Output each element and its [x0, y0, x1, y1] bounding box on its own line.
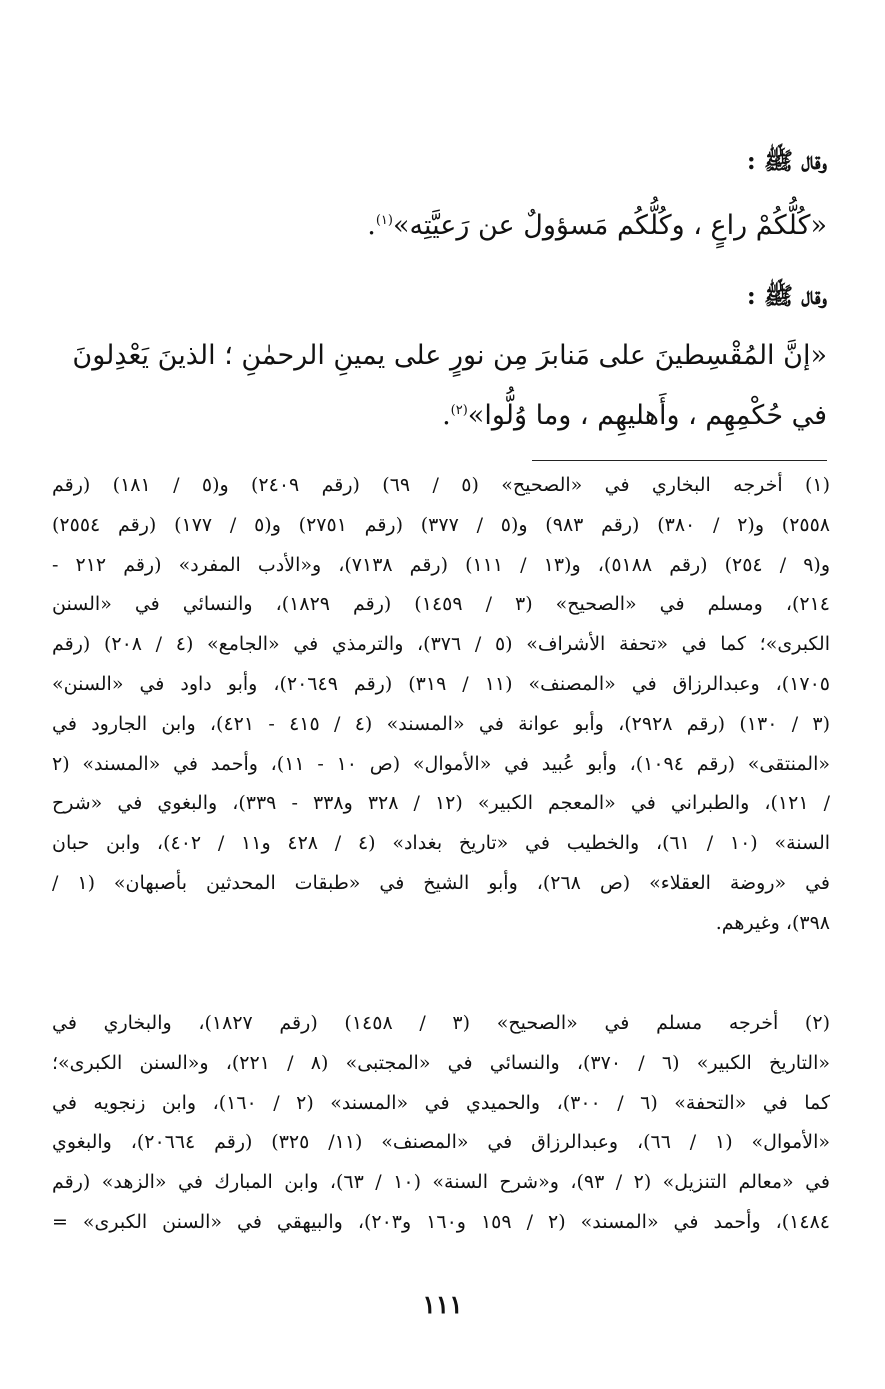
footnote-line: الكبرى»؛ كما في «تحفة الأشراف» (٥ / ٣٧٦)، والترمذي في «الجامع» (٤ / ٢٠٨) (رقم: [52, 633, 830, 656]
footnote-line: / ١٢١)، والطبراني في «المعجم الكبير» (١٢ / ٣٢٨ و٣٣٨ - ٣٣٩)، والبغوي في «شرح: [52, 792, 830, 815]
footnote-line: ١٤٨٤)، وأحمد في «المسند» (٢ / ١٥٩ و١٦٠ و٢٠٣)، والبيهقي في «السنن الكبرى» =: [52, 1210, 830, 1233]
footnote-line: ٣٩٨)، وغيرهم.: [715, 911, 830, 934]
footnote-line: السنة» (١٠ / ٦١)، والخطيب في «تاريخ بغداد» (٤ / ٤٢٨ و١١ / ٤٠٢)، وابن حبان: [52, 832, 830, 855]
footnote-separator: [532, 460, 827, 461]
footnote-line: ١٧٠٥)، وعبدالرزاق في «المصنف» (١١ / ٣١٩) (رقم ٢٠٦٤٩)، وأبو داود في «السنن»: [52, 672, 830, 695]
narration-intro-2: [58, 281, 827, 316]
footnote-2: [52, 1004, 830, 1243]
footnote-line: في «معالم التنزيل» (٢ / ٩٣)، و«شرح السنة» (١٠ / ٦٣)، وابن المبارك في «الزهد» (رقم: [52, 1171, 830, 1194]
footnote-line: و(٩ / ٢٥٤) (رقم ٥١٨٨)، و(١٣ / ١١١) (رقم ٧١٣٨)، و«الأدب المفرد» (رقم ٢١٢ -: [52, 553, 830, 576]
footnote-line: في «روضة العقلاء» (ص ٢٦٨)، وأبو الشيخ في «طبقات المحدثين بأصبهان» (١ /: [52, 871, 830, 894]
footnote-line: (٣ / ١٣٠) (رقم ٢٩٢٨)، وأبو عوانة في «المسند» (٤ / ٤١٥ - ٤٢١)، وابن الجارود في: [52, 712, 830, 735]
footnote-line: كما في «التحفة» (٦ / ٣٠٠)، والحميدي في «المسند» (٢ / ١٦٠)، وابن زنجويه في: [52, 1091, 830, 1114]
footnote-1: [52, 466, 830, 944]
footnote-line: (٢) أخرجه مسلم في «الصحيح» (٣ / ١٤٥٨) (رقم ١٨٢٧)، والبخاري في: [52, 1012, 830, 1034]
hadith-2-line-2: [58, 400, 827, 431]
hadith-1-end: .: [367, 210, 376, 241]
narration-intro-text: وقال ﷺ :: [746, 146, 827, 175]
footnote-line: «الأموال» (١ / ٦٦)، وعبدالرزاق في «المصنف» (١١/ ٣٢٥) (رقم ٢٠٦٦٤)، والبغوي: [52, 1131, 830, 1154]
narration-intro-1: [58, 146, 827, 181]
footnote-line: ٢١٤)، ومسلم في «الصحيح» (٣ / ١٤٥٩) (رقم ١٨٢٩)، والنسائي في «السنن: [52, 593, 830, 616]
footnote-line: «المنتقى» (رقم ١٠٩٤)، وأبو عُبيد في «الأموال» (ص ١٠ - ١١)، وأحمد في «المسند» (٢: [52, 752, 830, 775]
page-number: ١١١: [422, 1290, 463, 1319]
footnote-line: (١) أخرجه البخاري في «الصحيح» (٥ / ٦٩) (رقم ٢٤٠٩) و(٥ / ١٨١) (رقم: [52, 474, 830, 496]
hadith-2-line-1-text: «إنَّ المُقْسِطينَ على مَنابرَ مِن نورٍ على يمينِ الرحمٰنِ ؛ الذينَ يَعْدِلونَ: [72, 340, 827, 371]
hadith-1-text: «كُلُّكُمْ راعٍ ، وكُلُّكُم مَسؤولٌ عن رَعيَّتِه»: [392, 210, 827, 241]
footnote-line: ٢٥٥٨) و(٢ / ٣٨٠) (رقم ٩٨٣) و(٥ / ٣٧٧) (رقم ٢٧٥١) و(٥ / ١٧٧) (رقم ٢٥٥٤): [52, 513, 830, 536]
footnote-ref-1: (١): [375, 213, 393, 228]
narration-intro-text: وقال ﷺ :: [746, 281, 827, 310]
hadith-2-line-1: [58, 340, 827, 371]
hadith-2-end: .: [442, 400, 451, 431]
footnote-ref-2: (٢): [450, 403, 468, 418]
footnote-line: «التاريخ الكبير» (٦ / ٣٧٠)، والنسائي في «المجتبى» (٨ / ٢٢١)، و«السنن الكبرى»؛: [52, 1051, 830, 1074]
hadith-2-line-2-text: في حُكْمِهِم ، وأَهليهِم ، وما وُلُّوا»: [467, 400, 827, 431]
hadith-1: [58, 210, 827, 241]
